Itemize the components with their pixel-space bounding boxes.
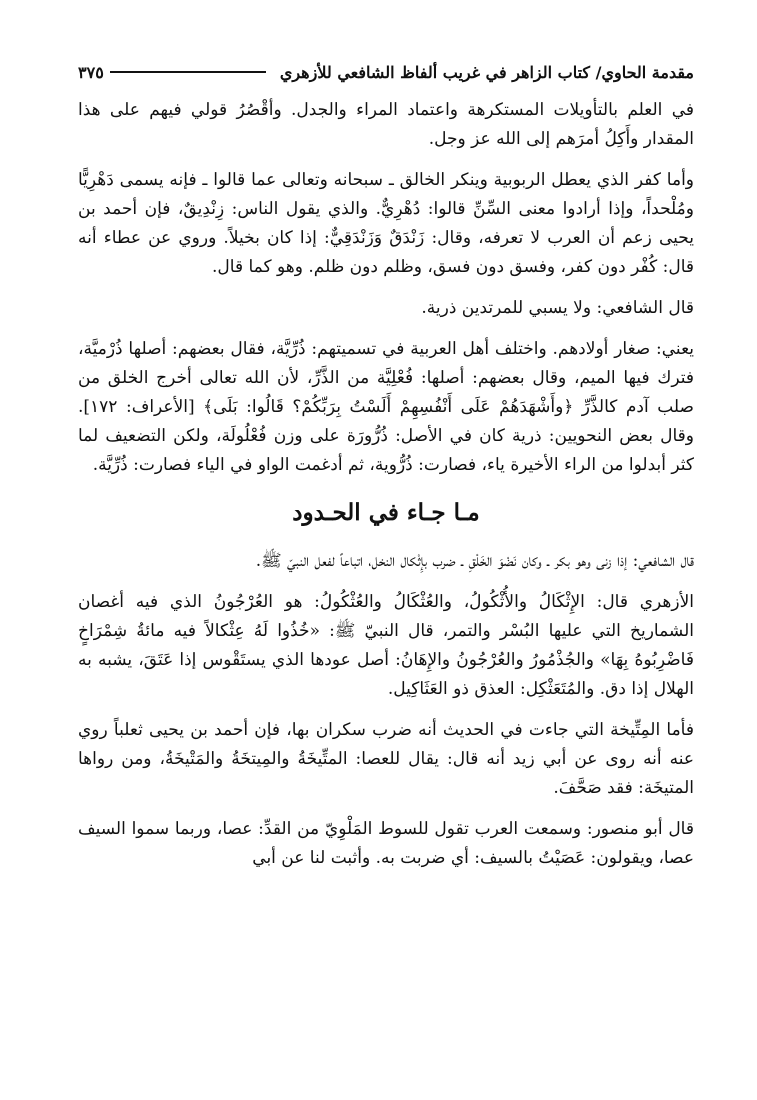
- header-title: مقدمة الحاوي/ كتاب الزاهر في غريب ألفاظ الشافعي للأزهري: [279, 62, 694, 82]
- paragraph: وأما كفر الذي يعطل الربوبية وينكر الخالق ـ سبحانه وتعالى عما قالوا ـ فإنه يسمى دَهْرِيًّا ومُلْحداً، وإذا أرادوا معنى السِّنِّ قالوا: دُهْرِيٌّ. والذي يقول الناس: زِنْدِيقٌ، فإن أحمد بن يحيى زعم أن العرب لا تعرفه، وقال: زَنْدَقٌ وَزَنْدَقِيٌّ: إذا كان بخيلاً. وروي عن عطاء أنه قال: كُفْر دون كفر، وفسق دون فسق، وظلم دون ظلم. وهو كما قال.: [78, 170, 694, 277]
- section-heading: مـا جـاء في الحـدود: [292, 499, 480, 526]
- page-number: ٣٧٥: [78, 62, 104, 82]
- paragraph: قال أبو منصور: وسمعت العرب تقول للسوط المَلْوِيّ من القدِّ: عصا، وربما سموا السيف عصا، ويقولون: عَصَيْتُ بالسيف: أي ضربت به. وأثبت لنا عن أبي: [78, 819, 694, 868]
- paragraph: في العلم بالتأويلات المستكرهة واعتماد المراء والجدل. وأقْصُرُ قولي فيهم على هذا المقدار وأَكِلُ أمرَهم إلى الله عز وجل.: [78, 100, 694, 149]
- running-header: [78, 58, 694, 86]
- document-page: [78, 58, 694, 885]
- paragraph: فأما المِتِّيخة التي جاءت في الحديث أنه ضرب سكران بها، فإن أحمد بن يحيى ثعلباً روي عنه أنه روى عن أبي زيد أنه قال: يقال للعصا: المتِّيخَةُ والمِيتخَةُ والمَتْيخَةُ، ومن رواها المتيخَة: فقد صَحَّفَ.: [78, 720, 694, 798]
- header-rule: [110, 71, 266, 73]
- paragraph: الأزهري قال: الإِثْكَالُ والأُثْكُولُ، والعُثْكَالُ والعُثْكُولُ: هو العُرْجُونُ الذي فيه أغصان الشماريخ التي عليها البُسْر والتمر، قال النبيّ ﷺ: «خُذُوا لَهُ عِثْكالاً فيه مائةُ شِمْرَاخٍ فَاضْرِبُوهُ بِهَا» والجُذْمُورُ والعُرْجُونُ والإِهَانُ: أصل عودها الذي يستَقْوس إذا عَتَقَ، يشبه به الهلال إذا دق. والمُتَعَثْكِل: العذق ذو العَثَاكِيل.: [78, 592, 694, 699]
- paragraph: قال الشافعي: ولا يسبي للمرتدين ذرية.: [421, 298, 694, 318]
- paragraph: يعني: صغار أولادهم. واختلف أهل العربية في تسميتهم: ذُرِّيَّة، فقال بعضهم: أصلها ذُرْميَّة، فترك فيها الميم، وقال بعضهم: أصلها: فُعْلِيَّة من الذَّرِّ، لأن الله تعالى أخرج الخلق من صلب آدم كالذَّرِّ ﴿وأَشْهَدَهُمْ عَلَى أَنْفُسِهِمْ أَلَسْتُ بِرَبِّكُمْ؟ قَالُوا: بَلَى﴾ [الأعراف: ١٧٢]. وقال بعض النحويين: ذرية كان في الأصل: ذُرُّورَة على وزن فُعْلُولَة، ولكن التضعيف لما كثر أبدلوا من الراء الأخيرة ياء، فصارت: ذُرُّوية، ثم أدغمت الواو في الياء فصارت: ذُرِّيَّة.: [78, 339, 694, 475]
- body-text: [78, 96, 694, 873]
- paragraph: قال الشافعي: إذا زنى وهو بكر ـ وكان نَضْوَ الخَلْقِ ـ ضرب بإِثْكال النخل، اتباعاً لفعل النبيّ ﷺ.: [255, 551, 694, 571]
